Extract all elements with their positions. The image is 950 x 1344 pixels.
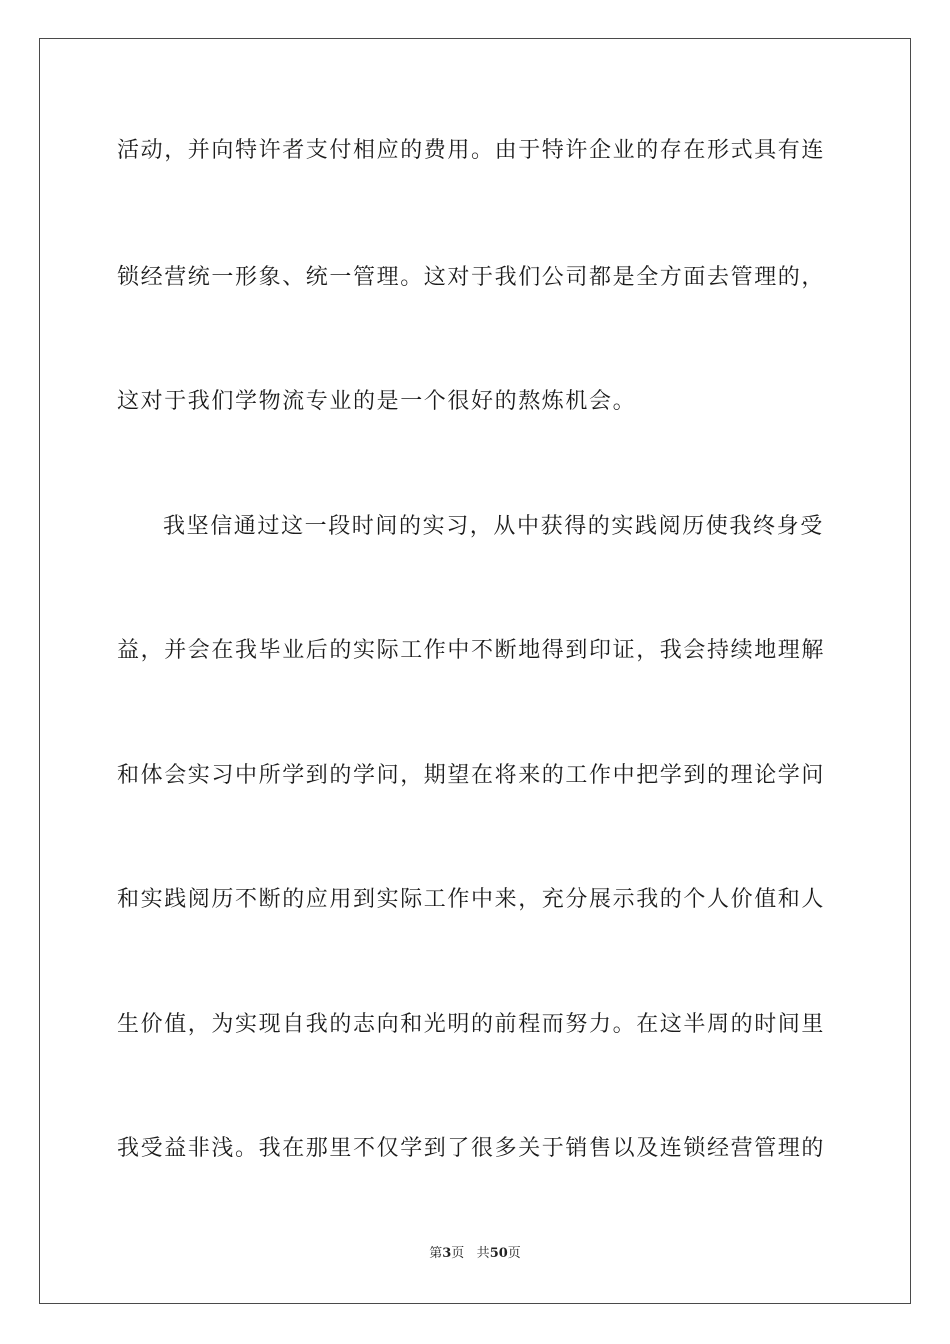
text-line-2: 锁经营统一形象、统一管理。这对于我们公司都是全方面去管理的， <box>117 265 826 290</box>
footer-page-suffix: 页 <box>451 1246 465 1261</box>
footer-prefix: 第 <box>429 1246 443 1261</box>
footer-total-prefix: 共 <box>476 1246 490 1261</box>
page-footer <box>0 1245 950 1263</box>
text-line-5: 益，并会在我毕业后的实际工作中不断地得到印证，我会持续地理解 <box>117 638 826 663</box>
text-line-6: 和体会实习中所学到的学问，期望在将来的工作中把学到的理论学问 <box>117 763 826 788</box>
text-line-7: 和实践阅历不断的应用到实际工作中来，充分展示我的个人价值和人 <box>117 887 826 912</box>
text-line-1: 活动，并向特许者支付相应的费用。由于特许企业的存在形式具有连 <box>117 138 826 163</box>
page-border <box>39 38 911 1304</box>
footer-total-suffix: 页 <box>507 1246 521 1261</box>
footer-page-number: 3 <box>442 1246 452 1261</box>
text-line-4: 我坚信通过这一段时间的实习，从中获得的实践阅历使我终身受 <box>163 514 824 539</box>
text-line-8: 生价值，为实现自我的志向和光明的前程而努力。在这半周的时间里 <box>117 1012 826 1037</box>
text-line-3: 这对于我们学物流专业的是一个很好的熬炼机会。 <box>117 389 637 414</box>
text-line-9: 我受益非浅。我在那里不仅学到了很多关于销售以及连锁经营管理的 <box>117 1136 826 1161</box>
footer-total-pages: 50 <box>489 1246 508 1261</box>
